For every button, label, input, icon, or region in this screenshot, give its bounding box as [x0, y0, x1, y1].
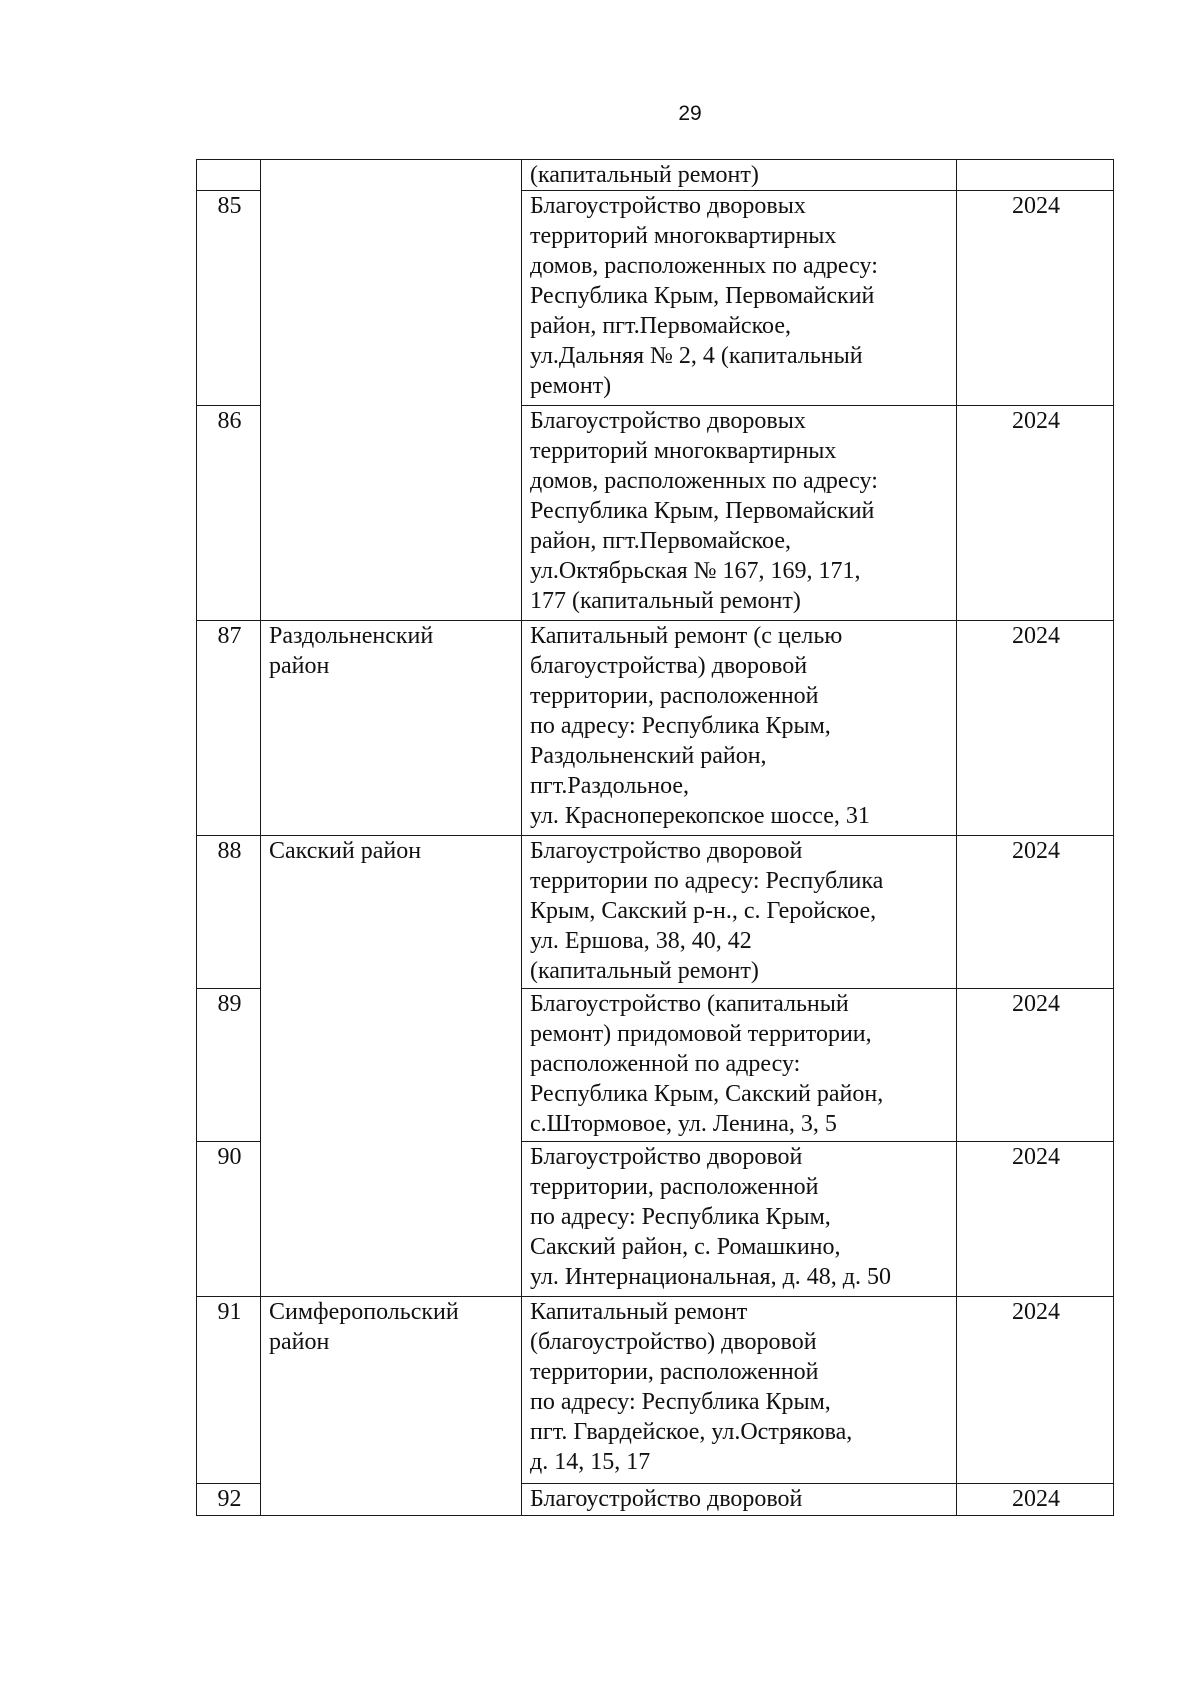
row-number: 85 [197, 191, 261, 406]
district-cell [261, 160, 522, 621]
description-cell: Благоустройство дворовых территорий многоквартирных домов, расположенных по адресу: Республика Крым, Первомайский район, пгт.Первомайское, ул.Дальняя № 2, 4 (капитальный ремонт) [522, 191, 957, 406]
row-number: 91 [197, 1297, 261, 1484]
table-row [197, 1297, 1114, 1484]
row-number: 92 [197, 1484, 261, 1516]
description-cell: Благоустройство дворовой территории по адресу: Республика Крым, Сакский р-н., с. Геройское, ул. Ершова, 38, 40, 42 (капитальный ремонт) [522, 836, 957, 989]
page-number: 29 [678, 102, 702, 125]
row-number: 86 [197, 406, 261, 621]
year-cell: 2024 [957, 406, 1114, 621]
description-cell: Благоустройство дворовой территории, расположенной по адресу: Республика Крым, Сакский район, с. Ромашкино, ул. Интернациональная, д. 48, д. 50 [522, 1142, 957, 1297]
table-row [197, 621, 1114, 836]
table-row [197, 160, 1114, 191]
year-cell: 2024 [957, 989, 1114, 1142]
year-cell [957, 160, 1114, 191]
row-number: 89 [197, 989, 261, 1142]
district-cell: Раздольненский район [261, 621, 522, 836]
district-cell: Сакский район [261, 836, 522, 1297]
district-cell: Симферопольский район [261, 1297, 522, 1516]
row-number: 87 [197, 621, 261, 836]
year-cell: 2024 [957, 191, 1114, 406]
row-number: 90 [197, 1142, 261, 1297]
row-number: 88 [197, 836, 261, 989]
objects-table [196, 159, 1114, 1516]
description-cell: Капитальный ремонт (благоустройство) дворовой территории, расположенной по адресу: Республика Крым, пгт. Гвардейское, ул.Острякова, д. 14, 15, 17 [522, 1297, 957, 1484]
description-cell: Благоустройство дворовых территорий многоквартирных домов, расположенных по адресу: Республика Крым, Первомайский район, пгт.Первомайское, ул.Октябрьская № 167, 169, 171, 177 (капитальный ремонт) [522, 406, 957, 621]
year-cell: 2024 [957, 1142, 1114, 1297]
year-cell: 2024 [957, 621, 1114, 836]
table-row [197, 836, 1114, 989]
description-cell: Капитальный ремонт (с целью благоустройства) дворовой территории, расположенной по адресу: Республика Крым, Раздольненский район, пгт.Раздольное, ул. Краснoперекопское шоссе, 31 [522, 621, 957, 836]
description-cell: Благоустройство дворовой [522, 1484, 957, 1516]
row-number [197, 160, 261, 191]
year-cell: 2024 [957, 1484, 1114, 1516]
year-cell: 2024 [957, 1297, 1114, 1484]
description-cell: Благоустройство (капитальный ремонт) придомовой территории, расположенной по адресу: Республика Крым, Сакский район, с.Штормовое, ул. Ленина, 3, 5 [522, 989, 957, 1142]
year-cell: 2024 [957, 836, 1114, 989]
description-cell: (капитальный ремонт) [522, 160, 957, 191]
